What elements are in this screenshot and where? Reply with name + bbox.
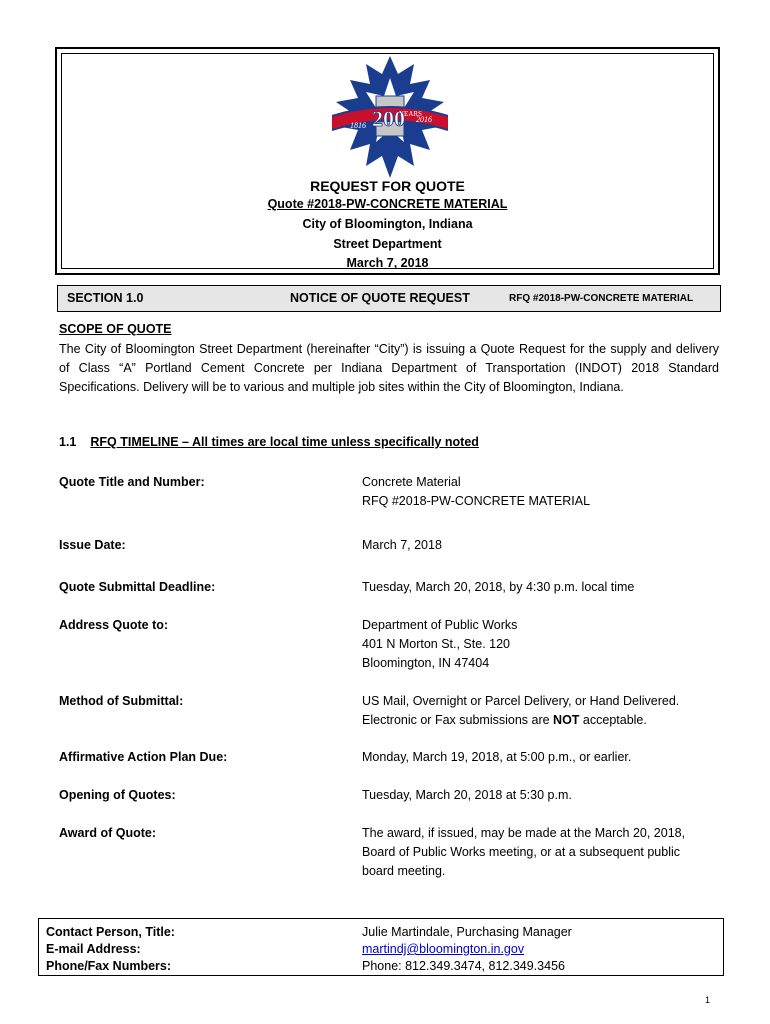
contact-email-label: E-mail Address: xyxy=(46,942,141,956)
row-value-line: The award, if issued, may be made at the March 20, 2018, xyxy=(362,826,686,840)
header-inner-frame xyxy=(61,53,714,269)
row-value-line: Monday, March 19, 2018, at 5:00 p.m., or earlier. xyxy=(362,750,632,764)
contact-phone-value: Phone: 812.349.3474, 812.349.3456 xyxy=(362,959,565,973)
section-title: NOTICE OF QUOTE REQUEST xyxy=(290,291,470,305)
contact-person-value: Julie Martindale, Purchasing Manager xyxy=(362,925,572,939)
scope-heading: SCOPE OF QUOTE xyxy=(59,322,172,336)
row-label-affirmative-action: Affirmative Action Plan Due: xyxy=(59,750,228,764)
row-label-method: Method of Submittal: xyxy=(59,694,184,708)
row-value-line: Concrete Material xyxy=(362,475,461,489)
row-value-affirmative-action xyxy=(362,748,732,767)
page-number: 1 xyxy=(705,995,711,1005)
contact-box xyxy=(38,918,724,976)
row-label-opening: Opening of Quotes: xyxy=(59,788,176,802)
document-title: REQUEST FOR QUOTE xyxy=(310,178,465,194)
timeline-heading xyxy=(59,435,479,449)
city-name: City of Bloomington, Indiana xyxy=(302,217,473,231)
section-bar xyxy=(57,285,721,312)
logo-text-years: YEARS xyxy=(399,110,422,118)
row-label-issue-date: Issue Date: xyxy=(59,538,126,552)
row-value-method xyxy=(362,692,732,730)
section-number: SECTION 1.0 xyxy=(67,291,144,305)
row-value-line: Department of Public Works xyxy=(362,618,518,632)
header-box xyxy=(55,47,720,275)
contact-person-label: Contact Person, Title: xyxy=(46,925,175,939)
logo-text-center: 200 xyxy=(372,106,405,131)
section-reference: RFQ #2018-PW-CONCRETE MATERIAL xyxy=(509,293,694,304)
row-value-line: Tuesday, March 20, 2018 at 5:30 p.m. xyxy=(362,788,572,802)
row-value-line xyxy=(362,711,732,730)
row-value-line: Tuesday, March 20, 2018, by 4:30 p.m. local time xyxy=(362,580,635,594)
row-value-line: 401 N Morton St., Ste. 120 xyxy=(362,637,510,651)
row-value-opening xyxy=(362,786,732,805)
method-line2-bold: NOT xyxy=(553,713,580,727)
row-label-address: Address Quote to: xyxy=(59,618,169,632)
logo-text-right: 2016 xyxy=(416,115,432,124)
logo-text-left: 1816 xyxy=(350,121,366,130)
row-value-deadline xyxy=(362,578,732,597)
row-value-line: RFQ #2018-PW-CONCRETE MATERIAL xyxy=(362,494,591,508)
scope-body: The City of Bloomington Street Department (hereinafter “City”) is issuing a Quote Request for the supply and delivery of Class “A” Portland Cement Concrete per Indiana Department of Transportation (INDOT) 2018 Standard Specifications. Delivery will be to various and multiple job sites within the City of Bloomington, Indiana. xyxy=(59,342,719,394)
bicentennial-logo xyxy=(326,56,454,180)
row-value-line: US Mail, Overnight or Parcel Delivery, or Hand Delivered. xyxy=(362,694,680,708)
row-value-address xyxy=(362,616,732,673)
row-value-line: board meeting. xyxy=(362,864,446,878)
row-label-deadline: Quote Submittal Deadline: xyxy=(59,580,216,594)
row-value-issue-date xyxy=(362,536,732,555)
method-line2-post: acceptable. xyxy=(579,713,647,727)
row-value-line: Board of Public Works meeting, or at a subsequent public xyxy=(362,845,680,859)
row-value-quote-title xyxy=(362,473,732,511)
row-label-quote-title: Quote Title and Number: xyxy=(59,475,205,489)
method-line2-pre: Electronic or Fax submissions are xyxy=(362,713,554,727)
row-value-award xyxy=(362,824,732,881)
timeline-title: RFQ TIMELINE – All times are local time unless specifically noted xyxy=(90,435,479,449)
row-value-line: March 7, 2018 xyxy=(362,538,442,552)
timeline-number: 1.1 xyxy=(59,435,77,449)
row-label-award: Award of Quote: xyxy=(59,826,156,840)
row-value-line: Bloomington, IN 47404 xyxy=(362,656,490,670)
contact-phone-label: Phone/Fax Numbers: xyxy=(46,959,172,973)
issue-date: March 7, 2018 xyxy=(346,256,429,270)
quote-number: Quote #2018-PW-CONCRETE MATERIAL xyxy=(267,197,508,211)
contact-email-link[interactable]: martindj@bloomington.in.gov xyxy=(362,942,525,956)
department-name: Street Department xyxy=(333,237,442,251)
